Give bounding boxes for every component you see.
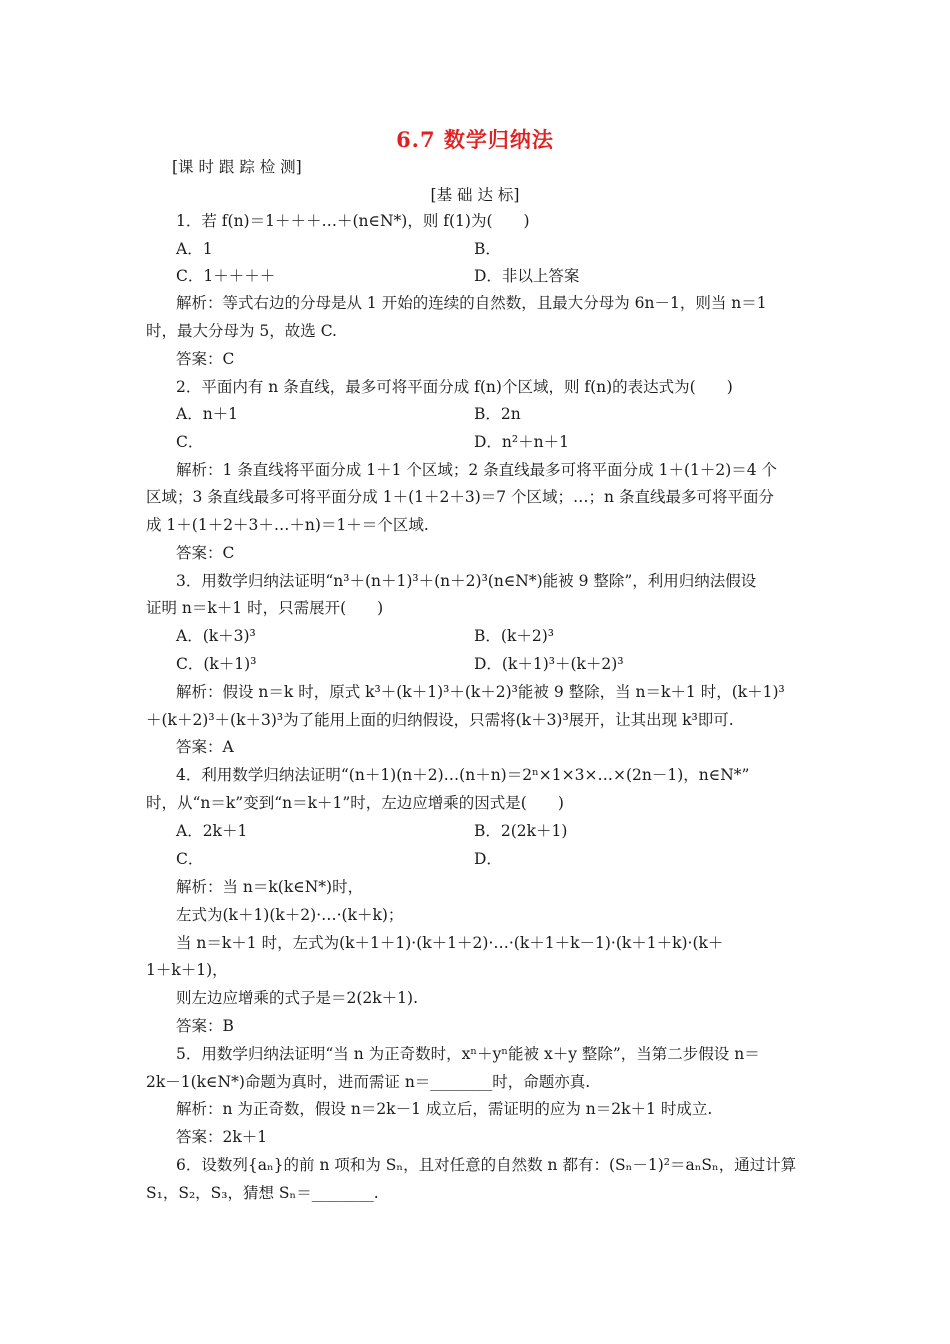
q3-answer: 答案：A — [176, 738, 234, 756]
subsection-header: [基 础 达 标] — [430, 186, 520, 204]
q4-analysis-line-1: 解析：当 n＝k(k∈N*)时， — [176, 878, 364, 896]
q3-option-a: A．(k＋3)³ — [176, 627, 256, 645]
q1-option-c: C．1＋＋＋＋ — [176, 267, 276, 285]
q1-option-a: A．1 — [176, 240, 213, 258]
q1-option-b: B． — [474, 240, 501, 258]
q5-stem-line-2: 2k－1(k∈N*)命题为真时，进而需证 n＝________时，命题亦真. — [146, 1073, 591, 1091]
q4-option-b: B．2(2k＋1) — [474, 822, 568, 840]
q2-analysis-line-2: 区域；3 条直线最多可将平面分成 1＋(1＋2＋3)＝7 个区域；…；n 条直线最多可将平面分 — [146, 488, 774, 506]
q6-stem-line-1: 6．设数列{aₙ}的前 n 项和为 Sₙ，且对任意的自然数 n 都有：(Sₙ－1)²＝aₙSₙ，通过计算 — [176, 1156, 797, 1174]
q4-analysis-line-5: 则左边应增乘的式子是＝2(2k＋1). — [176, 989, 418, 1007]
q3-stem-line-2: 证明 n＝k＋1 时，只需展开( ) — [146, 599, 384, 617]
q4-stem-line-2: 时，从“n＝k”变到“n＝k＋1”时，左边应增乘的因式是( ) — [146, 794, 564, 812]
page-title: 6.7 数学归纳法 — [396, 127, 554, 152]
q2-option-c: C． — [176, 433, 204, 451]
q4-analysis-line-4: 1＋k＋1)， — [146, 961, 228, 979]
q4-option-d: D． — [474, 850, 502, 868]
q2-analysis-line-3: 成 1＋(1＋2＋3＋…＋n)＝1＋＝个区域. — [146, 516, 429, 534]
q2-option-b: B．2n — [474, 405, 521, 423]
q1-stem: 1．若 f(n)＝1＋＋＋…＋(n∈N*)，则 f(1)为( ) — [176, 212, 530, 230]
q3-stem-line-1: 3．用数学归纳法证明“n³＋(n＋1)³＋(n＋2)³(n∈N*)能被 9 整除”，利用归纳法假设 — [176, 572, 757, 590]
q2-option-d: D．n²＋n＋1 — [474, 433, 569, 451]
q4-analysis-line-2: 左式为(k＋1)(k＋2)·…·(k＋k)； — [176, 906, 404, 924]
q4-option-c: C． — [176, 850, 204, 868]
q1-option-d: D．非以上答案 — [474, 267, 580, 285]
q3-analysis-line-1: 解析：假设 n＝k 时，原式 k³＋(k＋1)³＋(k＋2)³能被 9 整除，当 n＝k＋1 时，(k＋1)³ — [176, 683, 785, 701]
q3-option-d: D．(k＋1)³＋(k＋2)³ — [474, 655, 624, 673]
q4-option-a: A．2k＋1 — [176, 822, 248, 840]
q5-stem-line-1: 5．用数学归纳法证明“当 n 为正奇数时，xⁿ＋yⁿ能被 x＋y 整除”，当第二步假设 n＝ — [176, 1045, 760, 1063]
q3-option-b: B．(k＋2)³ — [474, 627, 554, 645]
section-header: [课 时 跟 踪 检 测] — [172, 158, 302, 176]
q3-option-c: C．(k＋1)³ — [176, 655, 257, 673]
q3-analysis-line-2: ＋(k＋2)³＋(k＋3)³为了能用上面的归纳假设，只需将(k＋3)³展开，让其出现 k³即可. — [146, 711, 734, 729]
q4-analysis-line-3: 当 n＝k＋1 时，左式为(k＋1＋1)·(k＋1＋2)·…·(k＋1＋k－1)·(k＋1＋k)·(k＋ — [176, 934, 724, 952]
q2-option-a: A．n＋1 — [176, 405, 239, 423]
q2-analysis-line-1: 解析：1 条直线将平面分成 1＋1 个区域；2 条直线最多可将平面分成 1＋(1＋2)＝4 个 — [176, 461, 778, 479]
q2-answer: 答案：C — [176, 544, 235, 562]
q4-stem-line-1: 4．利用数学归纳法证明“(n＋1)(n＋2)…(n＋n)＝2ⁿ×1×3×…×(2n－1)，n∈N*” — [176, 766, 750, 784]
q1-analysis-line-1: 解析：等式右边的分母是从 1 开始的连续的自然数，且最大分母为 6n－1，则当 n＝1 — [176, 294, 767, 312]
q5-answer: 答案：2k＋1 — [176, 1128, 268, 1146]
q4-answer: 答案：B — [176, 1017, 234, 1035]
q6-stem-line-2: S₁，S₂，S₃，猜想 Sₙ＝________. — [146, 1184, 379, 1202]
q1-answer: 答案：C — [176, 350, 235, 368]
q5-analysis: 解析：n 为正奇数，假设 n＝2k－1 成立后，需证明的应为 n＝2k＋1 时成立. — [176, 1100, 713, 1118]
q1-analysis-line-2: 时，最大分母为 5，故选 C. — [146, 322, 337, 340]
q2-stem: 2．平面内有 n 条直线，最多可将平面分成 f(n)个区域，则 f(n)的表达式为( ) — [176, 378, 733, 396]
